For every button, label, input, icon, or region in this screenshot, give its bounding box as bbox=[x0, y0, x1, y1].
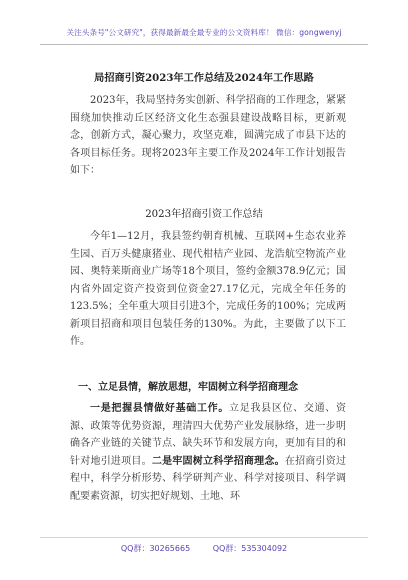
document-title: 局招商引资2023年工作总结及2024年工作思路 bbox=[94, 72, 314, 84]
detail-bold-lead-1: 一是把握县情做好基础工作。 bbox=[90, 403, 230, 414]
header-banner: 关注头条号"公文研究"，获得最新最全最专业的公文资料库！ 微信：gongwenyj bbox=[66, 28, 342, 37]
detail-paragraph bbox=[70, 400, 346, 505]
detail-text-2: 在招商引资过程中，科学分析形势、科学研判产业、科学对接项目、科学调配要素资源，切实把好规划、土地、环 bbox=[70, 455, 347, 502]
footer-qq-2: QQ群：535304092 bbox=[212, 544, 288, 553]
footer-qq-1: QQ群：30265665 bbox=[120, 544, 191, 553]
footer-divider bbox=[40, 537, 368, 538]
footer bbox=[0, 543, 408, 554]
heading-level1: 一、立足县情，解放思想，牢固树立科学招商理念 bbox=[78, 382, 298, 393]
detail-bold-lead-2: 二是牢固树立科学招商理念。 bbox=[151, 455, 285, 467]
section-title: 2023年招商引资工作总结 bbox=[145, 209, 263, 220]
intro-paragraph: 2023年，我局坚持务实创新、科学招商的工作理念，紧紧围绕加快推动丘区经济文化生态强县建设战略目标，更新观念，创新方式，凝心聚力，攻坚克难，圆满完成了市县下达的各项目标任务。现将2023年主要工作及2024年工作计划报告如下： bbox=[70, 95, 346, 176]
detail-text-1: 立足我县区位、交通、资源、政策等优势资源，理清四大优势产业发展脉络，进一步明确各产业链的关键节点、缺失环节和发展方向，更加有目的和针对地引进项目。 bbox=[70, 403, 347, 467]
summary-paragraph: 今年1—12月，我县签约朝育机械、互联网+生态农业养生园、百万头健康猪业、现代柑桔产业园、龙浩航空物流产业园、奥特莱斯商业广场等18个项目，签约金额378.9亿元；国内省外固定资产投资到位资金27.17亿元，完成全年任务的123.5%；全年重大项目引进3个，完成任务的100%；完成两新项目招商和项目包装任务的130%。为此，主要做了以下工作。 bbox=[70, 231, 346, 347]
header-divider bbox=[40, 44, 368, 45]
